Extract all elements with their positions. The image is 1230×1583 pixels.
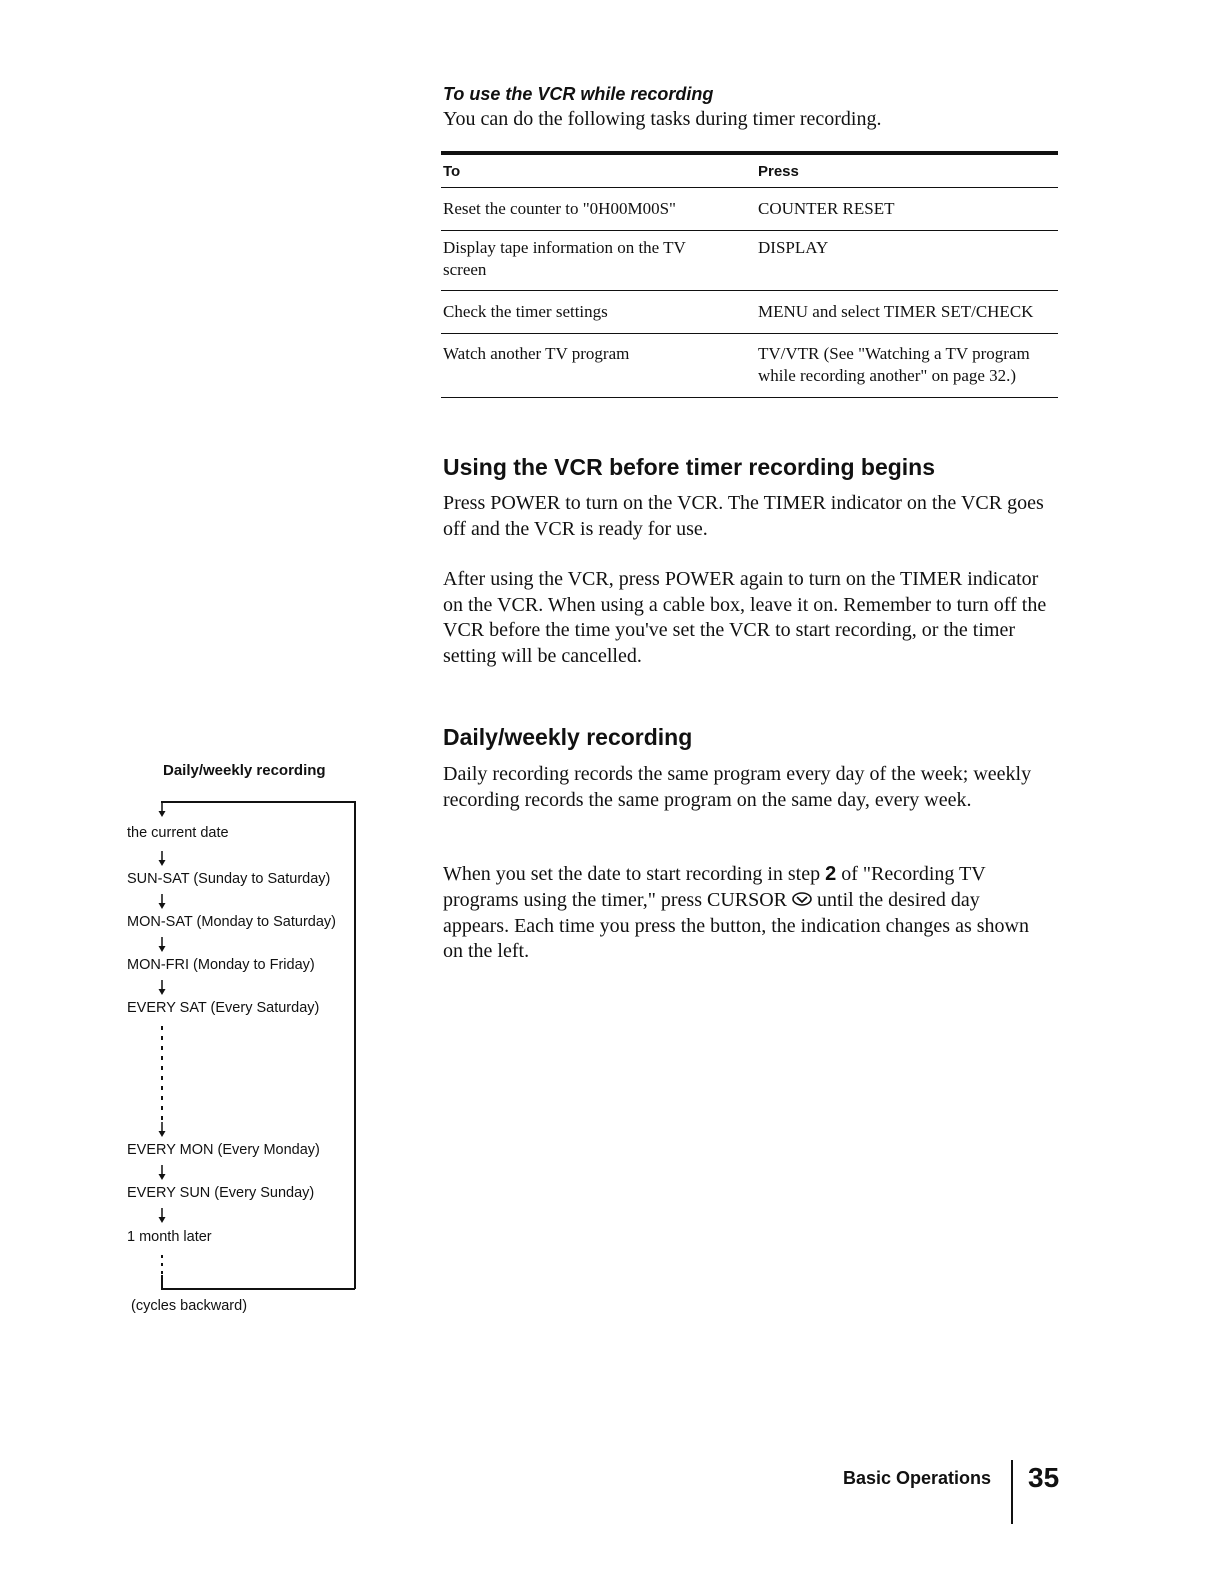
step-number: 2 [825,863,837,885]
arrow-down-icon [157,802,167,818]
intro-text: You can do the following tasks during timer recording. [443,108,882,130]
arrow-down-icon [157,894,167,910]
section-heading: Daily/weekly recording [443,724,693,750]
paragraph: Daily recording records the same program every day of the week; weekly recording records the same program on the same day, every week. [443,763,1032,811]
paragraph-text: until the desired day appears. Each time you press the button, the indication changes as shown on the left. [443,888,1029,963]
flow-item: EVERY SUN (Every Sunday) [127,1185,315,1201]
dotted-continuation [161,1026,163,1124]
subsection-heading: To use the VCR while recording [443,84,714,104]
flow-item: 1 month later [127,1229,212,1245]
cycle-caption: (cycles backward) [131,1298,248,1314]
tasks-table [441,151,1058,398]
arrow-down-icon [157,937,167,953]
table-row [441,334,1058,398]
paragraph [443,862,1033,965]
table-row [441,291,1058,334]
flow-item: EVERY MON (Every Monday) [127,1142,320,1158]
footer-section-label: Basic Operations [843,1468,992,1488]
cell-to: Check the timer settings [443,302,608,321]
header-to: To [443,162,461,180]
cell-press: TV/VTR (See "Watching a TV program while recording another" on page 32.) [758,344,1030,385]
flow-item: the current date [127,825,229,841]
table-header-row [441,155,1058,188]
arrow-down-icon [157,1122,167,1138]
dotted-continuation [161,1255,163,1275]
paragraph-text: of "Recording TV programs using the timer," press CURSOR [443,863,986,911]
flow-item: MON-SAT (Monday to Saturday) [127,914,336,930]
cell-to: Watch another TV program [443,344,630,363]
cursor-down-icon [792,888,812,914]
arrow-down-icon [157,1165,167,1181]
flow-item: MON-FRI (Monday to Friday) [127,957,315,973]
sidebar-title: Daily/weekly recording [163,762,326,779]
cell-to: Reset the counter to "0H00M00S" [443,199,676,218]
arrow-down-icon [157,851,167,867]
table-row [441,231,1058,291]
flow-item: SUN-SAT (Sunday to Saturday) [127,871,331,887]
header-press: Press [758,162,799,180]
page-number: 35 [1028,1462,1060,1493]
cycle-frame-right [354,801,356,1289]
arrow-down-icon [157,980,167,996]
cell-press: DISPLAY [758,238,829,257]
paragraph: Press POWER to turn on the VCR. The TIMER indicator on the VCR goes off and the VCR is ready for use. [443,492,1044,540]
cycle-frame-top [161,801,355,803]
cell-to: Display tape information on the TV screen [443,238,686,279]
arrow-down-icon [157,1208,167,1224]
cell-press: MENU and select TIMER SET/CHECK [758,302,1034,321]
cell-press: COUNTER RESET [758,199,895,218]
section-heading: Using the VCR before timer recording begins [443,454,936,480]
footer-divider [1011,1460,1013,1524]
paragraph: After using the VCR, press POWER again to turn on the TIMER indicator on the VCR. When using a cable box, leave it on. Remember to turn off the VCR before the time you've set the VCR to start recording, or the timer setting will be cancelled. [443,568,1047,667]
paragraph-text: When you set the date to start recording in step [443,863,826,885]
cycle-frame-left [161,1275,163,1289]
cycle-frame-bottom [161,1288,355,1290]
table-row [441,188,1058,231]
flow-item: EVERY SAT (Every Saturday) [127,1000,320,1016]
